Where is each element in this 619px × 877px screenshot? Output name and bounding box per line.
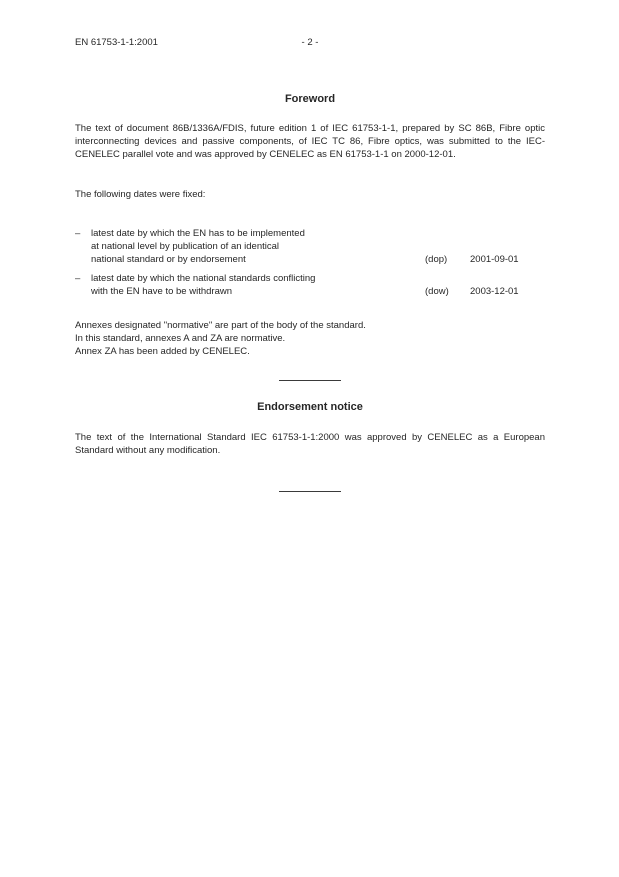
list-item [75,227,545,266]
page-number: - 2 - [301,37,319,48]
list-item [75,272,545,298]
document-reference: EN 61753-1-1:2001 [75,37,158,48]
endorsement-paragraph: The text of the International Standard IEC 61753-1-1:2000 was approved by CENELEC as a European Standard without any modification. [75,432,545,456]
date-item-line: national standard or by endorsement [91,254,246,265]
foreword-intro-paragraph: The text of document 86B/1336A/FDIS, future edition 1 of IEC 61753-1-1, prepared by SC 86B, Fibre optic interconnecting devices and passive components, of IEC TC 86, Fibre optics, was submitted to the IEC-CENELEC parallel vote and was approved by CENELEC as EN 61753-1-1 on 2000-12-01. [75,123,545,160]
list-dash: – [75,228,81,239]
date-item-line: at national level by publication of an identical [91,241,280,252]
endorsement-notice-title: Endorsement notice [257,401,363,413]
document-page [75,36,545,492]
date-item-line: latest date by which the EN has to be implemented [91,228,305,239]
list-dash: – [75,273,81,284]
annex-note-line: Annexes designated "normative" are part of the body of the standard. [75,320,366,331]
annex-note-block [75,319,545,358]
date-item-line: latest date by which the national standards conflicting [91,273,316,284]
section-divider-rule [279,380,341,381]
date-abbrev-dow: (dow) [425,286,449,297]
annex-note-line: Annex ZA has been added by CENELEC. [75,346,250,357]
date-value-dow: 2003-12-01 [470,286,519,297]
date-value-dop: 2001-09-01 [470,254,519,265]
annex-note-line: In this standard, annexes A and ZA are normative. [75,333,286,344]
foreword-title: Foreword [284,93,336,105]
fixed-dates-list [75,227,545,298]
date-item-line: with the EN have to be withdrawn [91,286,232,297]
page-header [75,36,545,49]
dates-intro-text: The following dates were fixed: [75,189,206,200]
date-abbrev-dop: (dop) [425,254,448,265]
end-divider-rule [279,491,341,492]
